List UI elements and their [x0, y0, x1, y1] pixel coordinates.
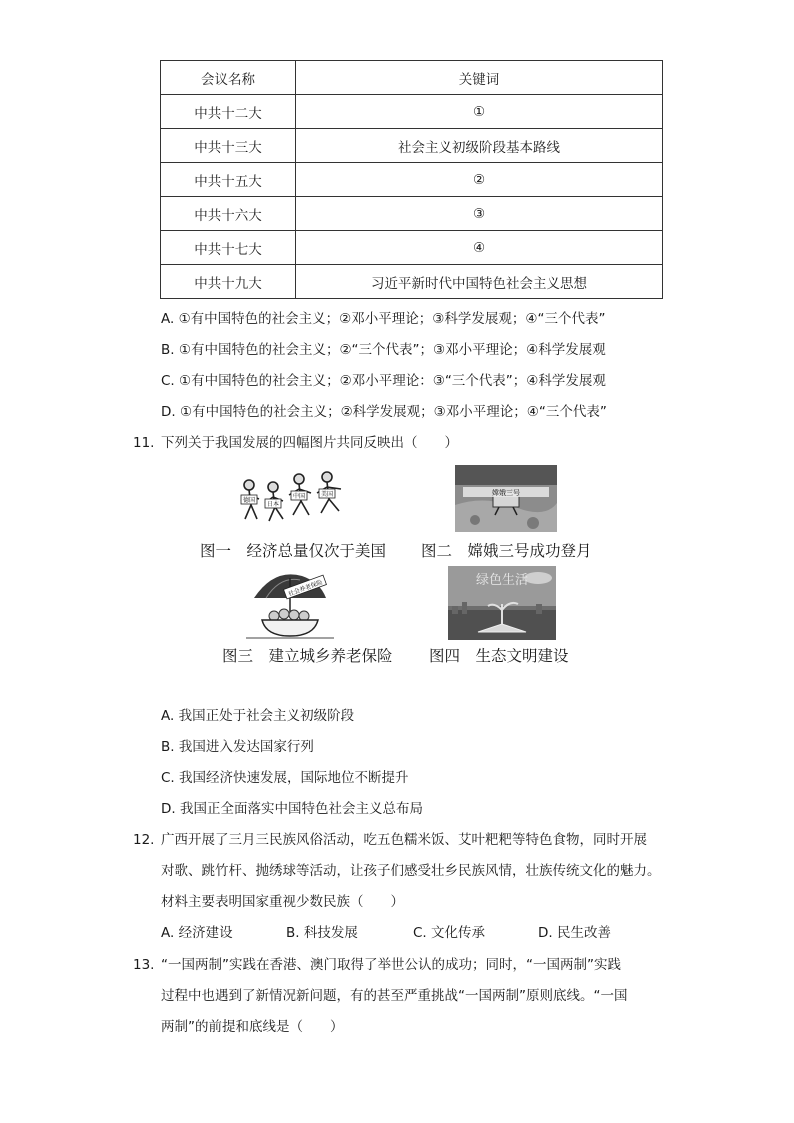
q11-option-c: C. 我国经济快速发展，国际地位不断提升 — [161, 770, 409, 786]
q10-option-d: D. ①有中国特色的社会主义；②科学发展观；③邓小平理论；④“三个代表” — [161, 404, 607, 420]
table-cell: 中共十九大 — [161, 265, 296, 299]
q12-stem-line: 材料主要表明国家重视少数民族（ ） — [161, 894, 404, 910]
fig1-label: 美国 — [320, 491, 334, 498]
meeting-keyword-table — [160, 60, 663, 299]
q12-option-c: C. 文化传承 — [413, 925, 486, 941]
table-cell: ② — [296, 163, 663, 197]
figure-2-moon-landing-image — [455, 465, 557, 532]
table-cell: 社会主义初级阶段基本路线 — [296, 129, 663, 163]
green-life-photo — [448, 566, 556, 640]
table-row — [161, 95, 663, 129]
figure-1-caption: 图一 经济总量仅次于美国 — [200, 542, 387, 560]
figure-3-caption: 图三 建立城乡养老保险 — [222, 647, 393, 665]
fig4-label: 绿色生活 — [476, 573, 529, 588]
table-cell: 中共十六大 — [161, 197, 296, 231]
figure-3-pension-image — [240, 568, 340, 640]
q13-stem-line: 过程中也遇到了新情况新问题，有的甚至严重挑战“一国两制”原则底线。“一国 — [161, 988, 628, 1004]
table-cell: 中共十二大 — [161, 95, 296, 129]
figure-4-ecology-image — [448, 566, 556, 640]
fig3-label: 社会养老保险 — [287, 578, 324, 598]
table-cell: ① — [296, 95, 663, 129]
table-cell: 中共十七大 — [161, 231, 296, 265]
table-row — [161, 265, 663, 299]
q12-option-d: D. 民生改善 — [538, 925, 611, 941]
figure-2-caption: 图二 嫦娥三号成功登月 — [421, 542, 592, 560]
q11-option-d: D. 我国正全面落实中国特色社会主义总布局 — [161, 801, 423, 817]
moon-rover-photo — [455, 465, 557, 532]
table-header-cell: 会议名称 — [161, 61, 296, 95]
q12-option-b: B. 科技发展 — [286, 925, 358, 941]
q10-option-a: A. ①有中国特色的社会主义；②邓小平理论；③科学发展观；④“三个代表” — [161, 311, 606, 327]
q11-number: 11. — [133, 435, 155, 451]
fig2-label: 嫦娥三号 — [492, 489, 520, 497]
q12-stem-line: 广西开展了三月三民族风俗活动，吃五色糯米饭、艾叶粑粑等特色食物，同时开展 — [161, 832, 647, 848]
table-row — [161, 197, 663, 231]
fig1-label: 中国 — [292, 493, 306, 500]
figure-4-caption: 图四 生态文明建设 — [429, 647, 569, 665]
q12-number: 12. — [133, 832, 155, 848]
q10-option-b: B. ①有中国特色的社会主义；②“三个代表”；③邓小平理论；④科学发展观 — [161, 342, 606, 358]
table-cell: 中共十五大 — [161, 163, 296, 197]
fig1-label: 德国 — [242, 497, 256, 504]
q12-stem-line: 对歌、跳竹杆、抛绣球等活动，让孩子们感受壮乡民族风情，壮族传统文化的魅力。 — [161, 863, 661, 879]
q12-option-a: A. 经济建设 — [161, 925, 233, 941]
q11-option-a: A. 我国正处于社会主义初级阶段 — [161, 708, 355, 724]
runners-illustration — [237, 465, 351, 527]
table-cell: 习近平新时代中国特色社会主义思想 — [296, 265, 663, 299]
q10-option-c: C. ①有中国特色的社会主义；②邓小平理论：③“三个代表”；④科学发展观 — [161, 373, 606, 389]
table-header-cell: 关键词 — [296, 61, 663, 95]
table-row — [161, 129, 663, 163]
table-cell: ④ — [296, 231, 663, 265]
q13-stem-line: “一国两制”实践在香港、澳门取得了举世公认的成功；同时，“一国两制”实践 — [161, 957, 621, 973]
fig1-label: 日本 — [266, 501, 280, 508]
q11-stem: 下列关于我国发展的四幅图片共同反映出（ ） — [161, 435, 458, 451]
q11-option-b: B. 我国进入发达国家行列 — [161, 739, 314, 755]
table-row — [161, 231, 663, 265]
figure-1-economy-image — [237, 465, 351, 527]
table-cell: 中共十三大 — [161, 129, 296, 163]
umbrella-bowl-illustration — [240, 568, 340, 640]
q13-stem-line: 两制”的前提和底线是（ ） — [161, 1019, 344, 1035]
table-cell: ③ — [296, 197, 663, 231]
table-row — [161, 163, 663, 197]
q13-number: 13. — [133, 957, 155, 973]
table-header-row — [161, 61, 663, 95]
